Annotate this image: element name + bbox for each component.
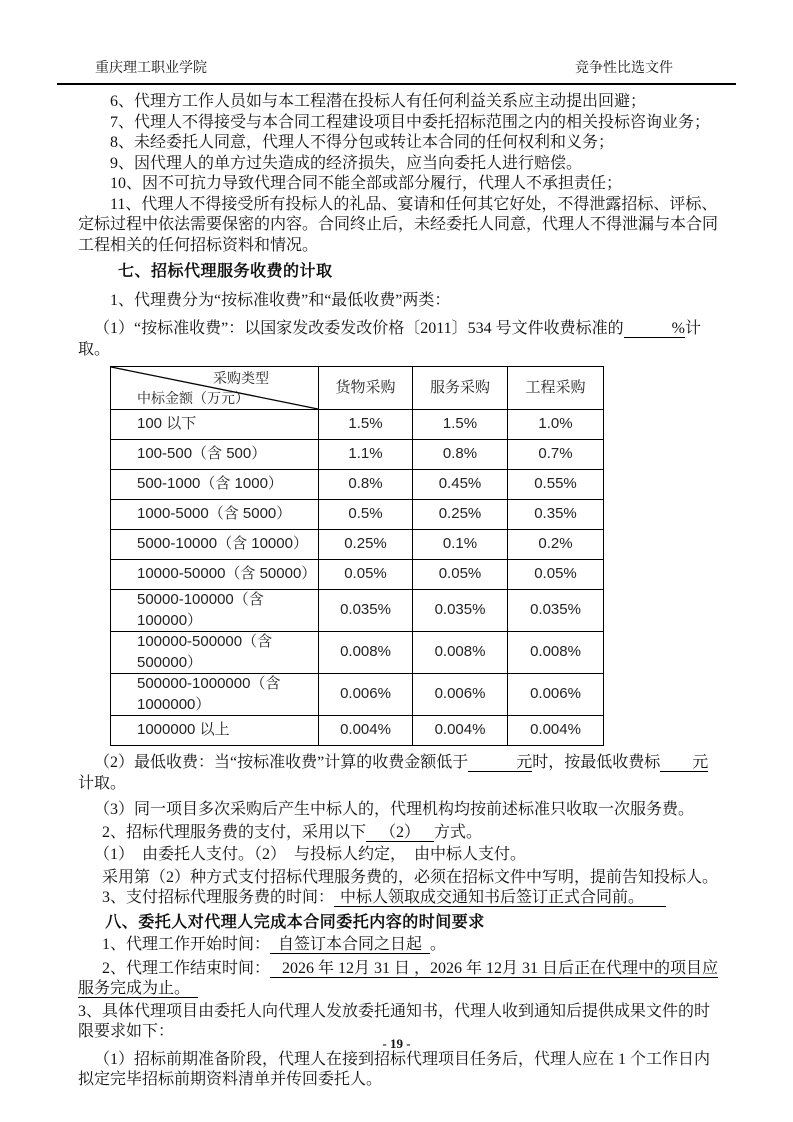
corner-label-procurement-type: 采购类型 xyxy=(213,370,269,386)
table-row xyxy=(111,716,604,746)
header-organization: 重庆理工职业学院 xyxy=(95,61,207,76)
corner-label-award-amount: 中标金额（万元） xyxy=(137,390,249,406)
column-header-goods: 货物采购 xyxy=(319,367,413,410)
services-rate-cell: 0.45% xyxy=(413,470,508,500)
services-rate-cell: 0.25% xyxy=(413,500,508,530)
payment-time-clause xyxy=(78,888,724,909)
amount-range-cell: 100 以下 xyxy=(111,410,319,440)
amount-range-cell: 50000-100000（含 100000） xyxy=(111,590,319,632)
services-rate-cell: 0.008% xyxy=(413,632,508,674)
table-row xyxy=(111,410,604,440)
services-rate-cell: 0.1% xyxy=(413,530,508,560)
column-header-services: 服务采购 xyxy=(413,367,508,410)
services-rate-cell: 0.05% xyxy=(413,560,508,590)
works-rate-cell: 0.7% xyxy=(508,440,604,470)
clause-6: 6、代理方工作人员如与本工程潜在投标人有任何利益关系应主动提出回避； xyxy=(110,93,647,110)
amount-range-cell: 500000-1000000（含 1000000） xyxy=(111,674,319,716)
services-rate-cell: 0.006% xyxy=(413,674,508,716)
fee-minimum-clause xyxy=(78,753,724,794)
section7-item1: 1、代理费分为“按标准收费”和“最低收费”两类： xyxy=(110,291,451,309)
amount-range-cell: 100-500（含 500） xyxy=(111,440,319,470)
payment-method-text: 2、招标代理服务费的支付，采用以下 xyxy=(102,823,367,841)
page-body xyxy=(78,92,724,1091)
table-row xyxy=(111,674,604,716)
table-row xyxy=(111,440,604,470)
payment-method-choice-field: （2） xyxy=(366,824,434,842)
works-rate-cell: 0.05% xyxy=(508,560,604,590)
fee-rate-blank-field: % xyxy=(623,320,685,337)
goods-rate-cell: 0.05% xyxy=(319,560,413,590)
works-rate-cell: 0.008% xyxy=(508,632,604,674)
page-number: - 19 - xyxy=(382,1036,411,1051)
works-rate-cell: 1.0% xyxy=(508,410,604,440)
section8-item3-sub1: （1）招标前期准备阶段，代理人在接到招标代理项目任务后，代理人应在 1 个工作日内拟定完毕招标前期资料清单并传回委托人。 xyxy=(78,1050,711,1088)
goods-rate-cell: 0.5% xyxy=(319,500,413,530)
services-rate-cell: 0.035% xyxy=(413,590,508,632)
payment-method-clause xyxy=(78,823,724,844)
fee-minimum-tail: 计取。 xyxy=(78,774,127,792)
fee-minimum-text: （2）最低收费：当“按标准收费”计算的收费金额低于 xyxy=(94,754,469,771)
payment-time-field: 中标人领取成交通知书后签订正式合同前。 xyxy=(334,889,666,907)
start-time-field: 自签订本合同之日起 xyxy=(270,936,430,954)
payment-method-tail: 方式。 xyxy=(434,823,483,841)
start-time-text: 1、代理工作开始时间： xyxy=(102,936,271,953)
goods-rate-cell: 0.008% xyxy=(319,632,413,674)
amount-range-cell: 100000-500000（含 500000） xyxy=(111,632,319,674)
page-header xyxy=(57,60,736,85)
goods-rate-cell: 0.004% xyxy=(319,716,413,746)
clause-7: 7、代理人不得接受与本合同工程建设项目中委托招标范围之内的相关投标咨询业务； xyxy=(110,113,711,131)
payment-time-text: 3、支付招标代理服务费的时间： xyxy=(102,889,335,906)
works-rate-cell: 0.035% xyxy=(508,590,604,632)
column-header-works: 工程采购 xyxy=(508,367,604,410)
section8-heading: 八、委托人对代理人完成本合同委托内容的时间要求 xyxy=(105,913,485,931)
table-row xyxy=(111,530,604,560)
works-rate-cell: 0.004% xyxy=(508,716,604,746)
fee-minimum-mid: 时，按最低收费标 xyxy=(532,754,661,771)
payment-options: （1） 由委托人支付。（2） 与投标人约定， 由中标人支付。 xyxy=(94,846,527,863)
table-row xyxy=(111,590,604,632)
fee-standard-clause xyxy=(78,319,724,360)
clause-8: 8、未经委托人同意，代理人不得分包或转让本合同的任何权利和义务； xyxy=(110,134,615,151)
section7-item3: （3）同一项目多次采购后产生中标人的，代理机构均按前述标准只收取一次服务费。 xyxy=(94,801,695,818)
fee-minimum-amount-field: 元 xyxy=(660,754,709,771)
payment-note: 采用第（2）种方式支付招标代理服务费的，必须在招标文件中写明，提前告知投标人。 xyxy=(102,868,719,886)
goods-rate-cell: 0.25% xyxy=(319,530,413,560)
section7-heading: 七、招标代理服务收费的计取 xyxy=(118,263,333,280)
services-rate-cell: 0.8% xyxy=(413,440,508,470)
works-rate-cell: 0.35% xyxy=(508,500,604,530)
table-header-row xyxy=(111,367,604,410)
end-time-field: 2026 年 12月 31 日 ，2026 年 12月 31 日后正在代理中的项目应服务完成为止。 xyxy=(78,959,719,997)
amount-range-cell: 5000-10000（含 10000） xyxy=(111,530,319,560)
fee-rate-table xyxy=(110,366,604,746)
amount-range-cell: 500-1000（含 1000） xyxy=(111,470,319,500)
services-rate-cell: 0.004% xyxy=(413,716,508,746)
goods-rate-cell: 1.1% xyxy=(319,440,413,470)
table-row xyxy=(111,470,604,500)
services-rate-cell: 1.5% xyxy=(413,410,508,440)
table-row xyxy=(111,560,604,590)
page-footer xyxy=(0,1036,793,1052)
header-document-type: 竞争性比选文件 xyxy=(575,61,673,76)
end-time-clause xyxy=(78,959,724,1000)
fee-standard-text: （1）“按标准收费”：以国家发改委发改价格〔2011〕534 号文件收费标准的 xyxy=(94,320,624,337)
amount-range-cell: 1000-5000（含 5000） xyxy=(111,500,319,530)
goods-rate-cell: 1.5% xyxy=(319,410,413,440)
table-row xyxy=(111,632,604,674)
section8-item3: 3、具体代理项目由委托人向代理人发放委托通知书，代理人收到通知后提供成果文件的时限要求如下： xyxy=(78,1002,711,1040)
end-time-text: 2、代理工作结束时间： xyxy=(102,959,271,977)
goods-rate-cell: 0.006% xyxy=(319,674,413,716)
clause-11: 11、代理人不得接受所有投标人的礼品、宴请和任何其它好处，不得泄露招标、评标、定标过程中依法需要保密的内容。合同终止后，未经委托人同意，代理人不得泄漏与本合同工程相关的任何招标资料和情况。 xyxy=(78,195,719,254)
table-corner-cell xyxy=(111,367,319,410)
works-rate-cell: 0.006% xyxy=(508,674,604,716)
clause-9: 9、因代理人的单方过失造成的经济损失，应当向委托人进行赔偿。 xyxy=(110,154,583,172)
works-rate-cell: 0.55% xyxy=(508,470,604,500)
clause-10: 10、因不可抗力导致代理合同不能全部或部分履行，代理人不承担责任； xyxy=(110,175,623,192)
goods-rate-cell: 0.035% xyxy=(319,590,413,632)
fee-standard-tail: 计取。 xyxy=(78,320,701,358)
start-time-tail: 。 xyxy=(430,936,447,953)
goods-rate-cell: 0.8% xyxy=(319,470,413,500)
fee-minimum-threshold-field: 元 xyxy=(468,754,533,771)
works-rate-cell: 0.2% xyxy=(508,530,604,560)
table-row xyxy=(111,500,604,530)
amount-range-cell: 1000000 以上 xyxy=(111,716,319,746)
amount-range-cell: 10000-50000（含 50000） xyxy=(111,560,319,590)
start-time-clause xyxy=(78,935,724,956)
